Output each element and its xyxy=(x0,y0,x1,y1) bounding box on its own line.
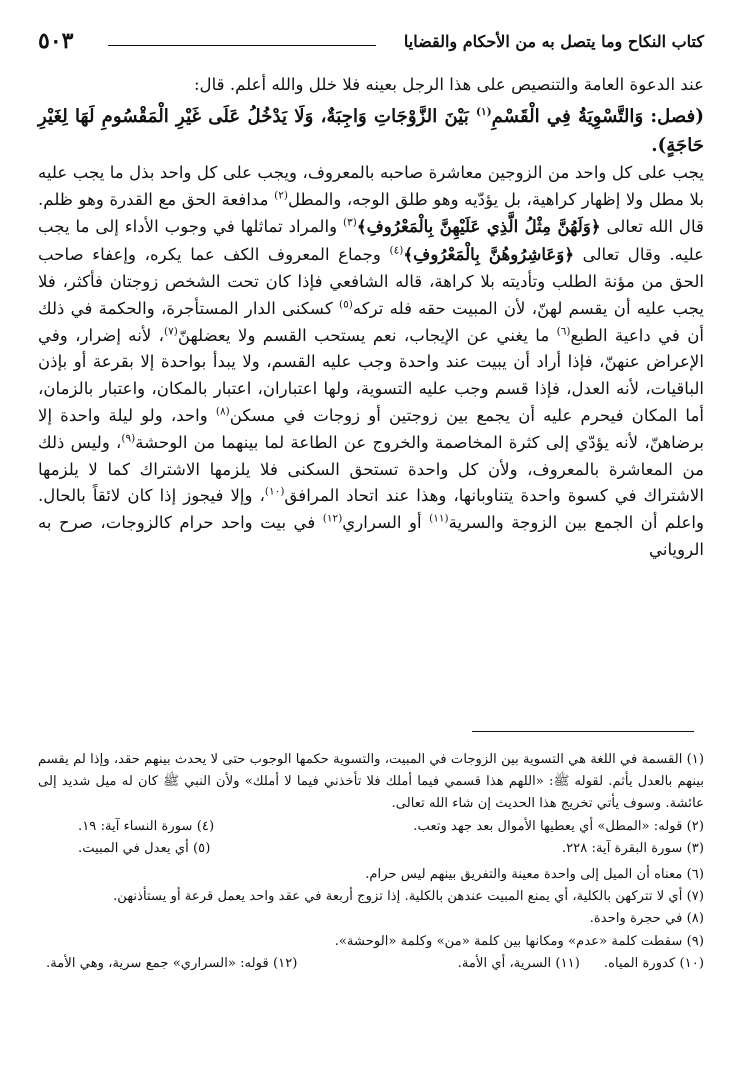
footnote-ref-6: (٦) xyxy=(556,325,571,338)
running-title: كتاب النكاح وما يتصل به من الأحكام والقضايا xyxy=(403,32,704,51)
footnote-separator xyxy=(472,731,694,732)
footnote-ref-1: (١) xyxy=(476,105,492,118)
text-segment: في بيت واحد حرام كالزوجات، صرح به الروياني xyxy=(38,513,704,559)
text-segment: ، لأنه إضرار، وفي الإعراض عنهنّ، فإذا أراد أن يبيت عند واحدة وجب عليه القسم، ولا يبدأ بواحدة إلا بقرعة أو بإذن الباقيات، لأنه العدل، فإذا قسم وجب عليه التسوية، ولها اعتباران، اعتبار بالمكان، واعتبار بالزمان، أما المكان فيحرم عليه أن يجمع بين زوجتين أو زوجات في مسكن xyxy=(38,325,704,425)
text-segment: كسكنى الدار المستأجرة، والحكمة في ذلك أن في داعية الطبع xyxy=(38,298,704,345)
header-rule xyxy=(108,45,376,46)
footnote-ref-5: (٥) xyxy=(339,298,353,311)
quran-verse-2: ﴿وَعَاشِرُوهُنَّ بِالْمَعْرُوفِ﴾ xyxy=(403,244,575,265)
main-text xyxy=(38,72,704,564)
footnote-5: (٥) أي يعدل في المبيت. xyxy=(78,840,211,856)
heading-part-a: (فصل: وَالتَّسْوِيَةُ فِي الْقَسْمِ xyxy=(491,105,704,127)
footnote-ref-11: (١١) xyxy=(429,512,449,525)
footnote-6: (٦) معناه أن الميل إلى واحدة معينة والتفريق بينهم ليس حرام. xyxy=(365,867,704,883)
text-segment: أو السراري xyxy=(342,513,430,533)
footnote-3: (٣) سورة البقرة آية: ٢٢٨. xyxy=(561,840,704,856)
book-page xyxy=(28,20,704,1070)
footnote-ref-4: (٤) xyxy=(389,244,404,257)
footnote-row xyxy=(38,816,704,838)
footnote-2: (٢) قوله: «المطل» أي يعطيها الأموال بعد جهد وتعب. xyxy=(413,818,704,834)
footnote-1: (١) القسمة في اللغة هي التسوية بين الزوجات في المبيت، والتسوية حكمها الوجوب حتى لا يحدث بينهم حقد، وإذا لم يقسم بينهم بالعدل يأثم. لقوله ﷺ: «اللهم هذا قسمي فيما أملك فلا تأخذني فيما لا أملك» ولأن النبي ﷺ كان له ميل شديد إلى عائشة. وسوف يأتي تخريج هذا الحديث إن شاء الله تعالى. xyxy=(38,752,704,812)
footnote-4: (٤) سورة النساء آية: ١٩. xyxy=(78,818,215,834)
text-segment: واحد، ولو ليلة واحدة إلا برضاهنّ، لأنه يؤدّي إلى كثرة المخاصمة والخروج عن الطاعة لما بينهما من الوحشة xyxy=(38,405,704,452)
text-segment: ، وليس ذلك من المعاشرة بالمعروف، ولأن كل واحدة تستحق السكنى فلا يلزمها الاشتراك كما لا يلزمها الاشتراك في كسوة واحدة يتناوبانها، وهذا عند اتحاد المرافق xyxy=(38,432,704,506)
text-segment: يجب على كل واحد من الزوجين معاشرة صاحبه بالمعروف، ويجب على كل واحد بذل ما يجب عليه بلا مطل ولا إظهار كراهية، بل يؤدّيه وهو طلق الوجه، والمطل xyxy=(38,162,704,209)
footnote-ref-12: (١٢) xyxy=(322,512,343,525)
text-segment: وجماع المعروف الكف عما يكره، وإعفاء صاحب الحق من مؤنة الطلب وتأديته بلا كراهة، قاله الشافعي فإذا كان تحت الشخص زوجتان فأكثر، فلا يجب عليه أن يقسم لهنّ، لأن المبيت حقه فله تركه xyxy=(38,245,704,318)
footnote-7: (٧) أي لا تتركهن بالكلية، أي يمنع المبيت عندهن بالكلية. إذا تزوج أربعة في عقد واحد يعمل قرعة أو يستأذنهن. xyxy=(113,889,704,905)
footnotes xyxy=(38,749,704,975)
footnote-ref-10: (١٠) xyxy=(264,485,285,498)
footnote-ref-9: (٩) xyxy=(121,432,136,445)
intro-paragraph: عند الدعوة العامة والتنصيص على هذا الرجل بعينه فلا خلل والله أعلم. قال: xyxy=(193,75,704,94)
text-segment: مدافعة الحق مع القدرة وهو ظلم. قال الله تعالى xyxy=(38,189,704,237)
text-segment: ، وإلا فيجوز إذا كان لائقاً بالحال. واعلم أن الجمع بين الزوجة والسرية xyxy=(38,486,704,533)
text-segment: والمراد تماثلها في وجوب الأداء إلى ما يجب عليه. وقال تعالى xyxy=(38,217,704,265)
footnote-ref-2: (٢) xyxy=(274,189,288,202)
footnote-ref-7: (٧) xyxy=(163,325,178,338)
page-header xyxy=(28,30,704,60)
footnote-row xyxy=(38,953,704,975)
footnote-ref-8: (٨) xyxy=(215,405,230,418)
footnote-10: (١٠) كدورة المياه. xyxy=(603,955,704,971)
main-paragraph xyxy=(38,160,704,564)
footnote-11: (١١) السرية، أي الأمة. xyxy=(457,955,580,971)
footnote-12: (١٢) قوله: «السراري» جمع سرية، وهي الأمة. xyxy=(46,955,298,971)
footnote-9: (٩) سقطت كلمة «عدم» ومكانها بين كلمة «من» وكلمة «الوحشة». xyxy=(334,933,704,949)
page-number: ٥٠٣ xyxy=(38,28,74,54)
section-heading xyxy=(38,102,704,160)
footnote-ref-3: (٣) xyxy=(343,216,357,229)
text-segment: ما يغني عن الإيجاب، نعم يستحب القسم ولا يعضلهنّ xyxy=(177,325,557,345)
quran-verse-1: ﴿وَلَهُنَّ مِثْلُ الَّذِي عَلَيْهِنَّ بِالْمَعْرُوفِ﴾ xyxy=(356,216,601,237)
heading-part-b: بَيْنَ الزَّوْجَاتِ وَاجِبَةٌ، وَلَا يَدْخُلُ عَلَى غَيْرِ الْمَقْسُومِ لَهَا لِغَيْرِ حَاجَةٍ). xyxy=(38,105,704,156)
footnote-8: (٨) في حجرة واحدة. xyxy=(589,911,704,927)
footnote-row xyxy=(38,838,704,860)
